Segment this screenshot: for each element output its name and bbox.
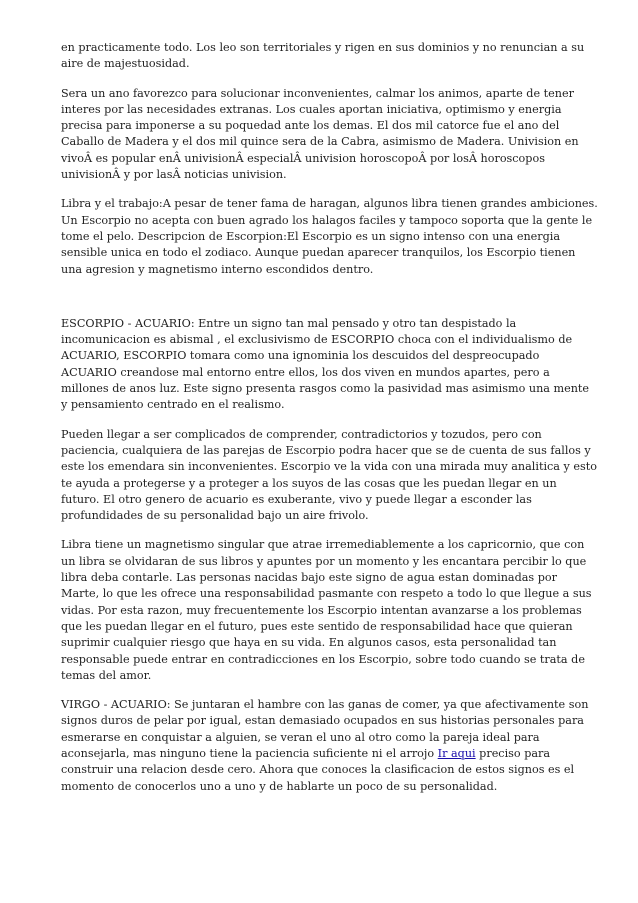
virgo-text-before-link: VIRGO - ACUARIO: Se juntaran el hambre con las ganas de comer, ya que afectivamente son signos duros de pelar por igual, estan demasiado ocupados en sus historias personales para esmerarse en conquistar a alguien, se veran el uno al otro como la pareja ideal para aconsejarla, mas ninguno tiene la paciencia suficiente ni el arrojo [61,698,589,760]
paragraph-libra-trabajo: Libra y el trabajo:A pesar de tener fama de haragan, algunos libra tienen grandes ambiciones. Un Escorpio no acepta con buen agrado los halagos faciles y tampoco soporta que la gente le tome el pelo. Descripcion de Escorpion:El Escorpio es un signo intenso con una energia sensible unica en todo el zodiaco. Aunque puedan aparecer tranquilos, los Escorpio tienen una agresion y magnetismo interno escondidos dentro. [61,197,598,276]
article-body [61,40,598,808]
paragraph-virgo-acuario [61,697,598,795]
paragraph-ano-favorezco: Sera un ano favorezco para solucionar inconvenientes, calmar los animos, aparte de tener interes por las necesidades extranas. Los cuales aportan iniciativa, optimismo y energia precisa para imponerse a su poquedad ante los demas. El dos mil catorce fue el ano del Caballo de Madera y el dos mil quince sera de la Cabra, asimismo de Madera. Univision en vivoÂ es popular enÂ univisionÂ especialÂ univision horoscopoÂ por losÂ horoscopos univisionÂ y por lasÂ noticias univision. [61,86,579,182]
paragraph-leo: en practicamente todo. Los leo son territoriales y rigen en sus dominios y no renuncian a su aire de majestuosidad. [61,41,585,71]
paragraph-escorpio-acuario: ESCORPIO - ACUARIO: Entre un signo tan mal pensado y otro tan despistado la incomunicacion es abismal , el exclusivismo de ESCORPIO choca con el individualismo de ACUARIO, ESCORPIO tomara como una ignominia los descuidos del despreocupado ACUARIO creandose mal entorno entre ellos, los dos viven en mundos apartes, pero a millones de anos luz. Este signo presenta rasgos como la pasividad mas asimismo una mente y pensamiento centrado en el realismo. [61,316,590,412]
paragraph-complicados: Pueden llegar a ser complicados de comprender, contradictorios y tozudos, pero con paciencia, cualquiera de las parejas de Escorpio podra hacer que se de cuenta de sus fallos y este los emendara sin inconvenientes. Escorpio ve la vida con una mirada muy analitica y esto te ayuda a protegerse y a proteger a los suyos de las cosas que les puedan llegar en un futuro. El otro genero de acuario es exuberante, vivo y puede llegar a esconder las profundidades de su personalidad bajo un aire frivolo. [61,427,597,523]
ir-aqui-link[interactable]: Ir aqui [437,746,476,760]
paragraph-libra-magnetismo: Libra tiene un magnetismo singular que atrae irremediablemente a los capricornio, que con un libra se olvidaran de sus libros y apuntes por un momento y les encantara percibir lo que libra deba contarle. Las personas nacidas bajo este signo de agua estan dominadas por Marte, lo que les ofrece una responsabilidad pasmante con respeto a todo lo que llegue a sus vidas. Por esta razon, muy frecuentemente los Escorpio intentan avanzarse a los problemas que les puedan llegar en el futuro, pues este sentido de responsabilidad hace que quieran suprimir cualquier riesgo que haya en su vida. En algunos casos, esta personalidad tan responsable puede entrar en contradicciones en los Escorpio, sobre todo cuando se trata de temas del amor. [61,538,592,682]
virgo-text-after-link: preciso para construir una relacion desde cero. Ahora que conoces la clasificacion de estos signos es el momento de conocerlos uno a uno y de hablarte un poco de su personalidad. [61,746,575,793]
